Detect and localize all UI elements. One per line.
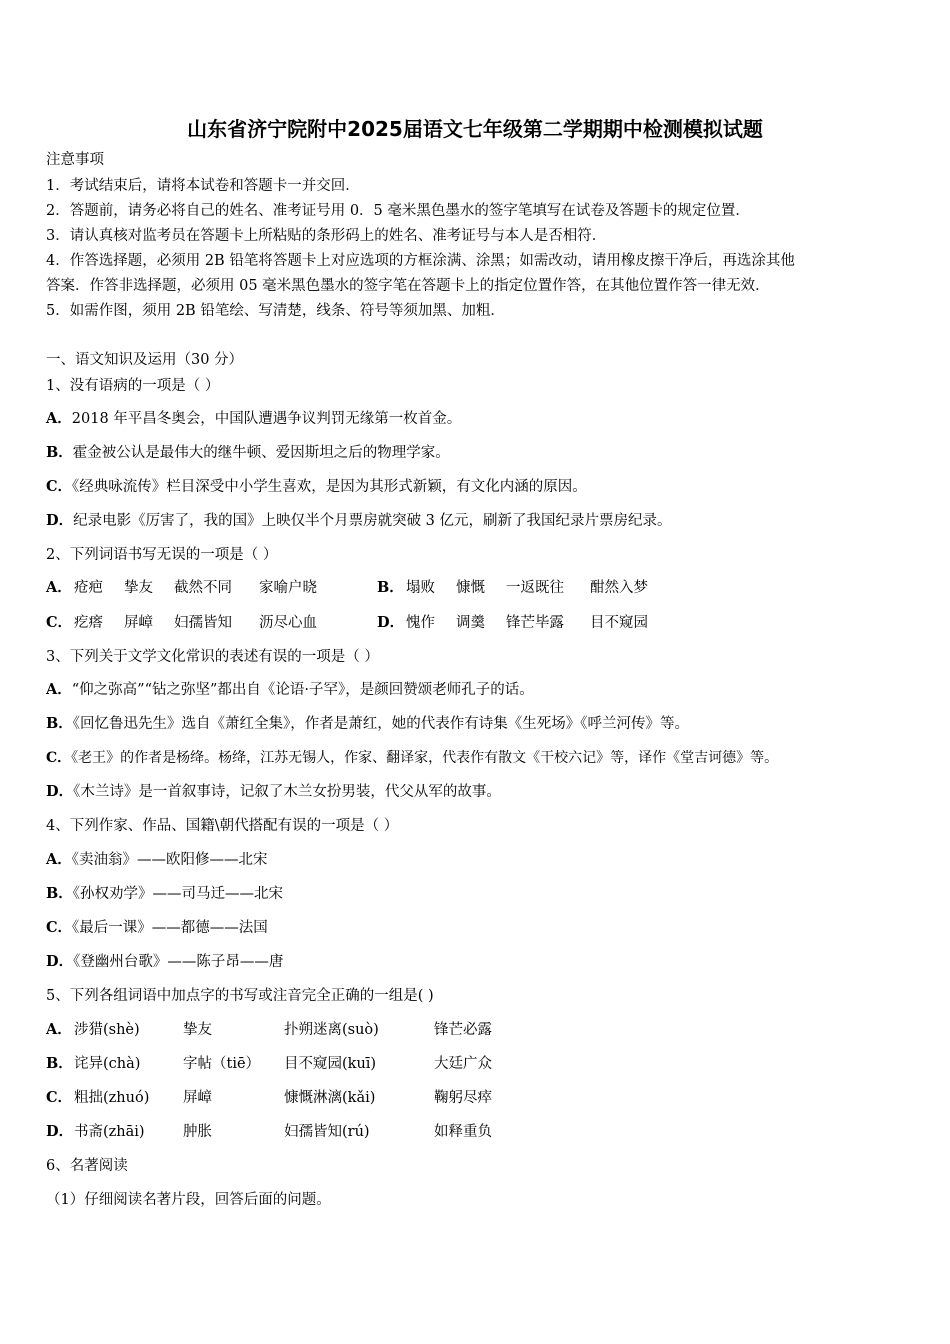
option-word: 挚友 bbox=[124, 580, 153, 596]
option-text: “仰之弥高”“钻之弥坚”都出自《论语·子罕》，是颜回赞颂老师孔子的话。 bbox=[71, 682, 534, 698]
option-word: 肿胀 bbox=[183, 1124, 212, 1140]
option-word: 妇孺皆知(rú) bbox=[284, 1124, 370, 1140]
option-text: 《木兰诗》是一首叙事诗，记叙了木兰女扮男装，代父从军的故事。 bbox=[73, 784, 501, 800]
option-word: 家喻户晓 bbox=[259, 580, 317, 596]
option-word: 调羹 bbox=[456, 615, 485, 631]
option-item bbox=[46, 850, 268, 870]
option-word: 书斋(zhāi) bbox=[74, 1124, 145, 1140]
option-word: 涉猎(shè) bbox=[74, 1022, 140, 1038]
option-word: 诧异(chà) bbox=[74, 1056, 141, 1072]
option-text: 《老王》的作者是杨绛。杨绛，江苏无锡人，作家、翻译家，代表作有散文《干校六记》等，译作《堂吉诃德》等。 bbox=[71, 750, 779, 766]
notice-item: 5．如需作图，须用 2B 铅笔绘、写清楚，线条、符号等须加黑、加粗． bbox=[46, 303, 505, 319]
question-stem: 3、下列关于文学文化常识的表述有误的一项是（ ） bbox=[46, 649, 379, 665]
option-label: D． bbox=[46, 1123, 74, 1140]
option-label: B． bbox=[46, 444, 73, 461]
option-label: A． bbox=[46, 1021, 72, 1038]
option-word: 一返既往 bbox=[506, 580, 564, 596]
option-row bbox=[46, 578, 906, 598]
sub-question: （1）仔细阅读名著片段，回答后面的问题。 bbox=[46, 1192, 331, 1208]
option-word: 沥尽心血 bbox=[259, 615, 317, 631]
option-word: 疮疤 bbox=[74, 580, 103, 596]
option-text: 《经典咏流传》栏目深受中小学生喜欢，是因为其形式新颖，有文化内涵的原因。 bbox=[72, 479, 587, 495]
option-item bbox=[46, 952, 283, 972]
option-item bbox=[46, 680, 534, 700]
option-word: 粗拙(zhuó) bbox=[74, 1090, 150, 1106]
section-heading: 一、语文知识及运用（30 分） bbox=[46, 352, 244, 368]
notice-item: 4．作答选择题，必须用 2B 铅笔将答题卡上对应选项的方框涂满、涂黑；如需改动，请用橡皮擦干净后，再选涂其他 bbox=[46, 253, 795, 269]
option-item bbox=[46, 511, 672, 531]
option-item bbox=[46, 782, 501, 802]
option-row bbox=[46, 1020, 906, 1040]
option-word: 疙瘩 bbox=[74, 615, 103, 631]
option-word: 目不窥园 bbox=[590, 615, 648, 631]
option-word: 鞠躬尽瘁 bbox=[434, 1090, 492, 1106]
option-text: 《最后一课》——都德——法国 bbox=[72, 920, 268, 936]
option-text: 2018 年平昌冬奥会，中国队遭遇争议判罚无缘第一枚首金。 bbox=[71, 411, 462, 427]
option-label: D． bbox=[46, 953, 74, 970]
option-item bbox=[46, 918, 268, 938]
option-item bbox=[46, 409, 461, 429]
option-word: 慷慨 bbox=[456, 580, 485, 596]
notice-item: 答案．作答非选择题，必须用 05 毫米黑色墨水的签字笔在答题卡上的指定位置作答，在其他位置作答一律无效． bbox=[46, 278, 770, 294]
question-stem: 2、下列词语书写无误的一项是（ ） bbox=[46, 547, 278, 563]
option-word: 慷慨淋漓(kǎi) bbox=[284, 1090, 376, 1106]
option-word: 截然不同 bbox=[174, 580, 232, 596]
option-label: B． bbox=[46, 715, 73, 732]
option-text: 《孙权劝学》——司马迁——北宋 bbox=[72, 886, 284, 902]
option-label: A． bbox=[46, 579, 72, 596]
option-label: C． bbox=[46, 919, 73, 936]
option-label: B． bbox=[377, 579, 404, 596]
option-label: C． bbox=[46, 1089, 73, 1106]
option-label: A． bbox=[46, 410, 72, 427]
option-item bbox=[46, 714, 689, 734]
option-text: 《卖油翁》——欧阳修——北宋 bbox=[71, 852, 268, 868]
option-item bbox=[46, 748, 778, 768]
option-text: 霍金被公认是最伟大的继牛顿、爱因斯坦之后的物理学家。 bbox=[72, 445, 450, 461]
option-label: B． bbox=[46, 885, 73, 902]
option-text: 纪录电影《厉害了，我的国》上映仅半个月票房就突破 3 亿元，刷新了我国纪录片票房纪录。 bbox=[73, 513, 672, 529]
question-stem: 5、下列各组词语中加点字的书写或注音完全正确的一组是( ) bbox=[46, 988, 434, 1004]
page-title: 山东省济宁院附中2025届语文七年级第二学期期中检测模拟试题 bbox=[187, 117, 763, 141]
option-word: 屏嶂 bbox=[124, 615, 153, 631]
option-text: 《回忆鲁迅先生》选自《萧红全集》，作者是萧红，她的代表作有诗集《生死场》《呼兰河传》等。 bbox=[72, 716, 690, 732]
option-word: 塌败 bbox=[406, 580, 435, 596]
option-word: 酣然入梦 bbox=[590, 580, 648, 596]
notice-heading: 注意事项 bbox=[46, 152, 104, 168]
option-label: A． bbox=[46, 681, 72, 698]
option-label: B． bbox=[46, 1055, 73, 1072]
option-text: 《登幽州台歌》——陈子昂——唐 bbox=[73, 954, 284, 970]
question-stem: 6、名著阅读 bbox=[46, 1158, 128, 1174]
option-word: 妇孺皆知 bbox=[174, 615, 232, 631]
option-word: 扑朔迷离(suò) bbox=[284, 1022, 379, 1038]
option-word: 愧作 bbox=[406, 615, 435, 631]
option-word: 锋芒毕露 bbox=[506, 615, 564, 631]
option-row bbox=[46, 613, 906, 633]
option-label: D． bbox=[46, 783, 74, 800]
option-word: 字帖（tiē） bbox=[183, 1056, 261, 1072]
option-label: C． bbox=[46, 750, 72, 766]
option-item bbox=[46, 443, 450, 463]
option-item bbox=[46, 884, 283, 904]
option-word: 目不窥园(kuī) bbox=[284, 1056, 377, 1072]
notice-item: 2．答题前，请务必将自己的姓名、准考证号用 0．5 毫米黑色墨水的签字笔填写在试卷及答题卡的规定位置． bbox=[46, 203, 750, 219]
option-label: D． bbox=[377, 614, 405, 631]
option-label: C． bbox=[46, 614, 73, 631]
option-word: 大廷广众 bbox=[434, 1056, 492, 1072]
option-word: 锋芒必露 bbox=[434, 1022, 492, 1038]
option-word: 如释重负 bbox=[434, 1124, 492, 1140]
question-stem: 1、没有语病的一项是（ ） bbox=[46, 378, 220, 394]
option-word: 挚友 bbox=[183, 1022, 212, 1038]
option-item bbox=[46, 477, 587, 497]
option-row bbox=[46, 1088, 906, 1108]
option-label: A． bbox=[46, 851, 72, 868]
option-label: D． bbox=[46, 512, 74, 529]
notice-item: 3．请认真核对监考员在答题卡上所粘贴的条形码上的姓名、准考证号与本人是否相符． bbox=[46, 228, 607, 244]
option-label: C． bbox=[46, 478, 73, 495]
option-row bbox=[46, 1122, 906, 1142]
notice-item: 1．考试结束后，请将本试卷和答题卡一并交回． bbox=[46, 178, 360, 194]
question-stem: 4、下列作家、作品、国籍\朝代搭配有误的一项是（ ） bbox=[46, 818, 399, 834]
option-word: 屏嶂 bbox=[183, 1090, 212, 1106]
option-row bbox=[46, 1054, 906, 1074]
